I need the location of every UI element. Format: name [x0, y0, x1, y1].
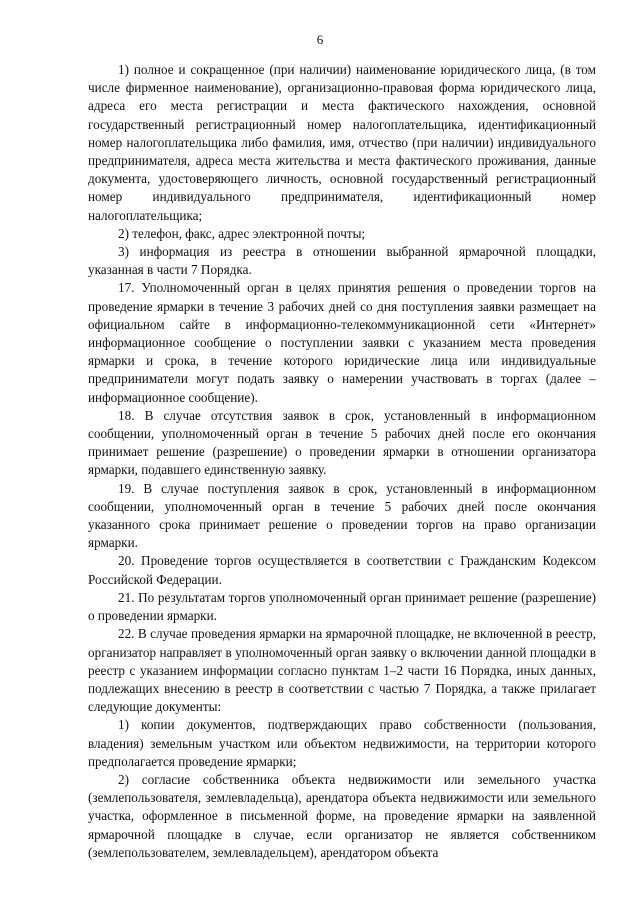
paragraph-clause-20: 20. Проведение торгов осуществляется в соответствии с Гражданским Кодексом Российской Федерации.: [88, 553, 596, 587]
paragraph-clause-22-item-1: 1) копии документов, подтверждающих право собственности (пользования, владения) земельным участком или объектом недвижимости, на территории которого предполагается проведение ярмарки;: [88, 717, 596, 769]
paragraph-item-1-legal-entity-info: 1) полное и сокращенное (при наличии) наименование юридического лица, (в том числе фирменное наименование), организационно-правовая форма юридического лица, адреса его места регистрации и места фактического нахождения, основной государственный регистрационный номер налогоплательщика, идентификационный номер налогоплательщика либо фамилия, имя, отчество (при наличии) индивидуального предпринимателя, адреса места жительства и места фактического проживания, данные документа, удостоверяющего личность, основной государственный регистрационный номер индивидуального предпринимателя, идентификационный номер налогоплательщика;: [88, 62, 596, 223]
paragraph-item-2-contacts: 2) телефон, факс, адрес электронной почты;: [118, 225, 366, 241]
paragraph-clause-17: 17. Уполномоченный орган в целях принятия решения о проведении торгов на проведение ярмарки в течение 3 рабочих дней со дня поступления заявки размещает на официальном сайте в информационно-телекоммуникационной сети «Интернет» информационное сообщение о поступлении заявки с указанием места проведения ярмарки и срока, в течение которого юридические лица или индивидуальные предприниматели могут подать заявку о намерении участвовать в торгах (далее – информационное сообщение).: [88, 280, 596, 405]
paragraph-clause-22-item-2: 2) согласие собственника объекта недвижимости или земельного участка (землепользователя, землевладельца), арендатора объекта недвижимости или земельного участка, оформленное в письменной форме, на проведение ярмарки на заявленной ярмарочной площадке в случае, если организатор не является собственником (землепользователем, землевладельцем), арендатором объекта: [88, 771, 596, 860]
paragraph-clause-21: 21. По результатам торгов уполномоченный орган принимает решение (разрешение) о проведении ярмарки.: [88, 589, 596, 624]
document-body: [88, 61, 596, 862]
paragraph-clause-22: 22. В случае проведения ярмарки на ярмарочной площадке, не включенной в реестр, организатор направляет в уполномоченный орган заявку о включении данной площадки в реестр с указанием информации согласно пунктам 1–2 части 16 Порядка, иных данных, подлежащих внесению в реестр в соответствии с частью 7 Порядка, а также прилагает следующие документы:: [88, 626, 596, 715]
paragraph-clause-18: 18. В случае отсутствия заявок в срок, установленный в информационном сообщении, уполномоченный орган в течение 5 рабочих дней после его окончания принимает решение (разрешение) о проведении ярмарки в отношении организатора ярмарки, подавшего единственную заявку.: [88, 407, 596, 478]
paragraph-clause-19: 19. В случае поступления заявок в срок, установленный в информационном сообщении, уполномоченный орган в течение 5 рабочих дней после окончания указанного срока принимает решение о проведении торгов на право организации ярмарки.: [88, 480, 596, 551]
paragraph-item-3-registry-info: 3) информация из реестра в отношении выбранной ярмарочной площадки, указанная в части 7 Порядка.: [88, 244, 596, 278]
page-number: 6: [316, 32, 324, 47]
